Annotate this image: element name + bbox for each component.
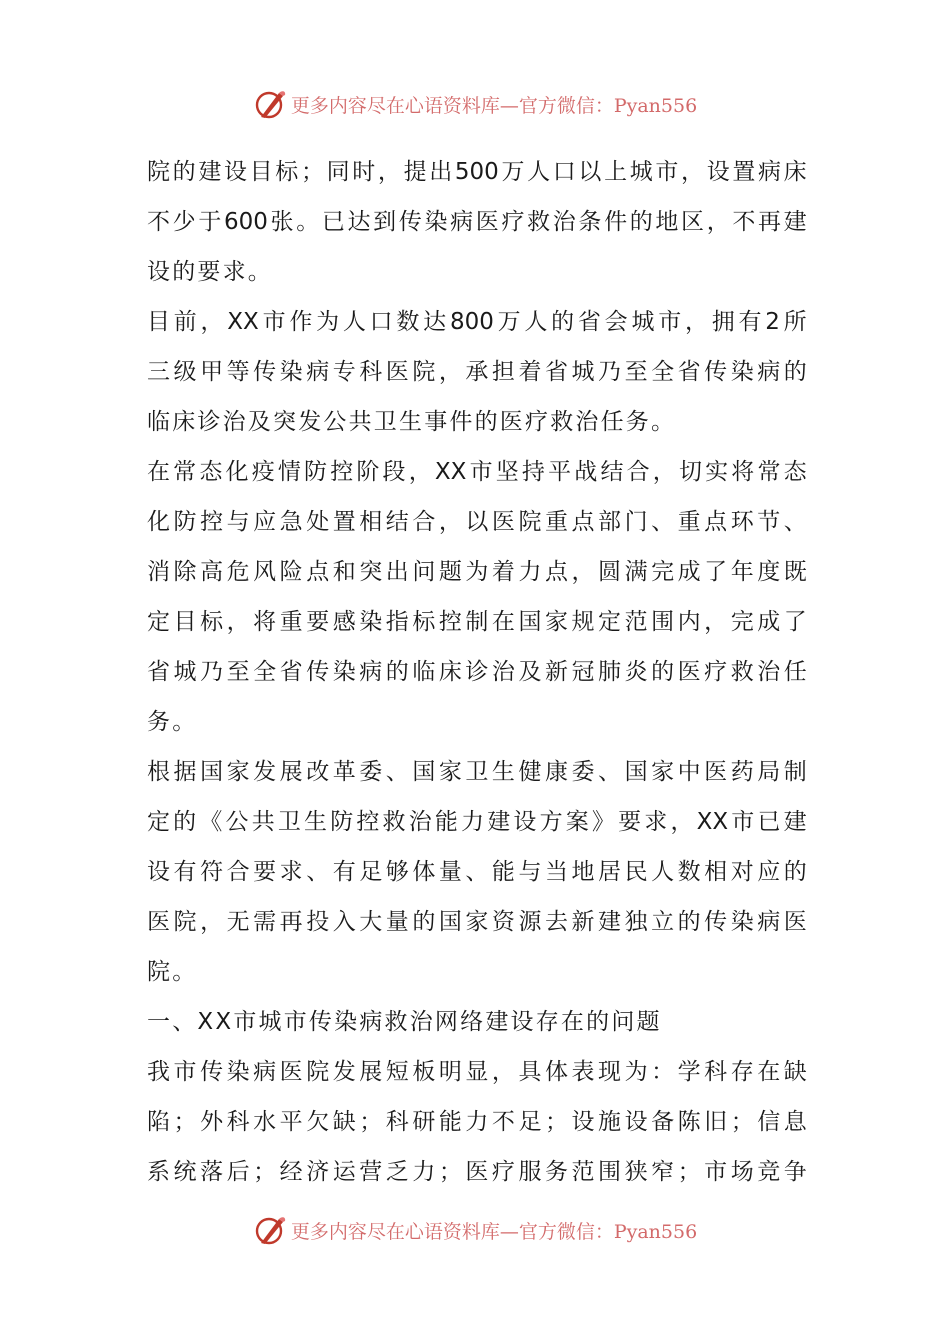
text-line: 院。 (147, 959, 198, 985)
text-line: 设的要求。 (147, 259, 273, 285)
text-line: 消 除 高 危 风 险 点 和 突 出 问 题 为 着 力 点 ， 圆 满 完 成 了 年 度 既 (147, 559, 807, 585)
text-line: 不 少 于 600 张 。 已 达 到 传 染 病 医 疗 救 治 条 件 的 地 区 ， 不 再 建 (147, 209, 807, 235)
text-line: 三 级 甲 等 传 染 病 专 科 医 院 ， 承 担 着 省 城 乃 至 全 省 传 染 病 的 (147, 359, 807, 385)
text-line: 定 的 《 公 共 卫 生 防 控 救 治 能 力 建 设 方 案 》 要 求 ， XX 市 已 建 (147, 809, 807, 835)
text-line: 根 据 国 家 发 展 改 革 委 、 国 家 卫 生 健 康 委 、 国 家 中 医 药 局 制 (147, 759, 807, 785)
text-line: 省 城 乃 至 全 省 传 染 病 的 临 床 诊 治 及 新 冠 肺 炎 的 医 疗 救 治 任 (147, 659, 807, 685)
text-line: 临床诊治及突发公共卫生事件的医疗救治任务。 (147, 409, 677, 435)
watermark-text: 更多内容尽在心语资料库—官方微信：Pyan556 (290, 94, 698, 117)
footer-watermark (0, 1210, 950, 1250)
text-line: 化 防 控 与 应 急 处 置 相 结 合 ， 以 医 院 重 点 部 门 、 重 点 环 节 、 (147, 509, 807, 535)
text-line: 定 目 标 ， 将 重 要 感 染 指 标 控 制 在 国 家 规 定 范 围 内 ， 完 成 了 (147, 609, 807, 635)
text-line: 陷 ； 外 科 水 平 欠 缺 ； 科 研 能 力 不 足 ； 设 施 设 备 陈 旧 ； 信 息 (147, 1109, 807, 1135)
header-watermark (0, 84, 950, 124)
text-line: 在 常 态 化 疫 情 防 控 阶 段 ， XX 市 坚 持 平 战 结 合 ， 切 实 将 常 态 (147, 459, 807, 485)
text-line: 医 院 ， 无 需 再 投 入 大 量 的 国 家 资 源 去 新 建 独 立 的 传 染 病 医 (147, 909, 807, 935)
text-line: 务。 (147, 709, 198, 735)
text-line: 系 统 落 后 ； 经 济 运 营 乏 力 ； 医 疗 服 务 范 围 狭 窄 ； 市 场 竞 争 (147, 1159, 807, 1185)
watermark-text: 更多内容尽在心语资料库—官方微信：Pyan556 (290, 1220, 698, 1243)
text-line: 目 前 ， XX 市 作 为 人 口 数 达 800 万 人 的 省 会 城 市 ， 拥 有 2 所 (147, 309, 807, 335)
pen-feather-logo-icon (253, 87, 287, 121)
text-line: 设 有 符 合 要 求 、 有 足 够 体 量 、 能 与 当 地 居 民 人 数 相 对 应 的 (147, 859, 807, 885)
pen-feather-logo-icon (253, 1213, 287, 1247)
text-line: 我 市 传 染 病 医 院 发 展 短 板 明 显 ， 具 体 表 现 为 ： 学 科 存 在 缺 (147, 1059, 807, 1085)
document-body (147, 147, 807, 1197)
text-line: 院 的 建 设 目 标 ； 同 时 ， 提 出 500 万 人 口 以 上 城 市 ， 设 置 病 床 (147, 159, 807, 185)
text-line: 一、XX市城市传染病救治网络建设存在的问题 (147, 1009, 662, 1035)
